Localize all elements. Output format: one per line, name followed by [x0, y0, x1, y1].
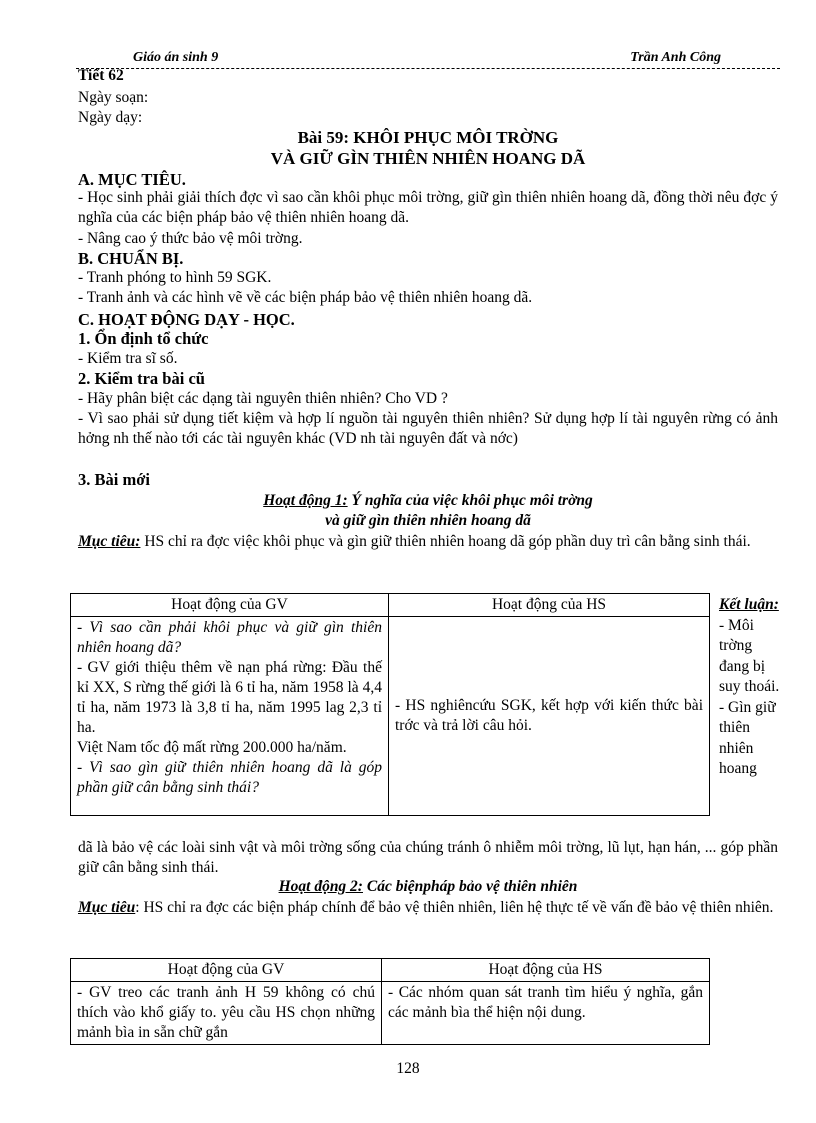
conclusion-continued: dã là bảo vệ các loài sinh vật và môi trờng sống của chúng tránh ô nhiễm môi trờng, lũ lụt, hạn hán, ... góp phần giữ cân bằng sinh thái.	[78, 839, 778, 876]
activity2-table	[70, 958, 710, 1045]
lesson-title-line2: VÀ GIỮ GÌN THIÊN NHIÊN HOANG DÃ	[270, 149, 586, 168]
activity2-gv-cell	[71, 982, 382, 1045]
teach-date: Ngày dạy:	[78, 109, 143, 126]
review-item-2: - Vì sao phải sử dụng tiết kiệm và hợp lí nguồn tài nguyên thiên nhiên? Sử dụng hợp lí tài nguyên rừng có ảnh hởng nh thế nào tới các tài nguyên khác (VD nh tài nguyên đất và nớc)	[78, 410, 778, 447]
prep-date: Ngày soạn:	[78, 89, 149, 106]
org-item-1: - Kiểm tra sĩ số.	[78, 350, 178, 367]
header-subject: Giáo án sinh 9	[130, 50, 221, 66]
review-heading: 2. Kiểm tra bài cũ	[78, 369, 205, 388]
objectives-heading: A. MỤC TIÊU.	[78, 170, 186, 189]
activity2-goal-label: Mục tiêu	[78, 899, 136, 916]
conclusion-side-text: - Môi trờng đang bị suy thoái. - Gìn giữ thiên nhiên hoang	[719, 616, 780, 777]
activity2-col-hs: Hoạt động của HS	[382, 959, 710, 982]
activity2-hs-cell	[382, 982, 710, 1045]
activity1-title: Hoạt động 1: Ý nghĩa của việc khôi phục môi trờng	[263, 492, 593, 509]
prep-item-2: - Tranh ảnh và các hình vẽ về các biện pháp bảo vệ thiên nhiên hoang dã.	[78, 289, 533, 306]
activity1-label: Hoạt động 1:	[263, 492, 348, 509]
activity1-hs-cell	[389, 617, 710, 816]
conclusion-side	[719, 595, 781, 780]
lesson-title-line1: Bài 59: KHÔI PHỤC MÔI TRỜNG	[297, 128, 559, 147]
activity1-table	[70, 593, 710, 816]
activities-heading: C. HOẠT ĐỘNG DẠY - HỌC.	[78, 310, 295, 329]
activity1-gv-question-2: - Vì sao gìn giữ thiên nhiên hoang dã là góp phần giữ cân bằng sinh thái?	[77, 759, 382, 796]
review-item-1: - Hãy phân biệt các dạng tài nguyên thiên nhiên? Cho VD ?	[78, 390, 448, 407]
prep-item-1: - Tranh phóng to hình 59 SGK.	[78, 269, 272, 286]
activity2-hs-text: - Các nhóm quan sát tranh tìm hiểu ý nghĩa, gắn các mảnh bìa thể hiện nội dung.	[388, 984, 703, 1021]
page-number: 128	[396, 1060, 420, 1077]
lesson-number: Bài 59:	[297, 128, 350, 147]
org-heading: 1. Ổn định tổ chức	[78, 329, 209, 348]
activity1-col-gv: Hoạt động của GV	[71, 594, 389, 617]
activity1-goal-label: Mục tiêu:	[78, 533, 141, 550]
new-lesson-heading: 3. Bài mới	[78, 470, 150, 489]
activity1-goal: Mục tiêu: HS chỉ ra đợc việc khôi phục và gìn giữ thiên nhiên hoang dã góp phần duy trì cân bằng sinh thái.	[78, 533, 751, 550]
activity1-gv-paragraph: - GV giới thiệu thêm về nạn phá rừng: Đầu thế kỉ XX, S rừng thế giới là 6 tỉ ha, năm 1958 là 4,4 tỉ ha, năm 1973 là 3,8 tỉ ha, năm 1995 lag 2,3 tỉ ha.	[77, 659, 382, 736]
activity2-title: Hoạt động 2: Các biệnpháp bảo vệ thiên nhiên	[278, 878, 578, 895]
activity1-gv-question-1: - Vì sao cần phải khôi phục và giữ gìn thiên nhiên hoang dã?	[77, 619, 382, 656]
activity2-col-gv: Hoạt động của GV	[71, 959, 382, 982]
objectives-item-1: - Học sinh phải giải thích đợc vì sao cần khôi phục môi trờng, giữ gìn thiên nhiên hoang dã, đồng thời nêu đợc ý nghĩa của các biện pháp bảo vệ thiên nhiên hoang dã.	[78, 189, 778, 226]
period-label: Tiết 62	[78, 67, 124, 84]
activity2-label: Hoạt động 2:	[278, 878, 363, 895]
prep-heading: B. CHUẨN BỊ.	[78, 249, 184, 268]
header-author: Trần Anh Công	[627, 50, 724, 66]
page-header	[76, 50, 780, 69]
objectives-item-2: - Nâng cao ý thức bảo vệ môi trờng.	[78, 230, 303, 247]
activity1-hs-text: - HS nghiêncứu SGK, kết hợp với kiến thức bài trớc và trả lời câu hỏi.	[395, 697, 703, 734]
activity1-gv-paragraph-2: Việt Nam tốc độ mất rừng 200.000 ha/năm.	[77, 739, 347, 756]
activity2-goal: Mục tiêu: HS chỉ ra đợc các biện pháp chính để bảo vệ thiên nhiên, liên hệ thực tế về vấn đề bảo vệ thiên nhiên.	[78, 899, 774, 916]
activity1-title-line2: và giữ gìn thiên nhiên hoang dã	[325, 512, 531, 529]
activity1-gv-cell	[71, 617, 389, 816]
activity2-gv-text: - GV treo các tranh ảnh H 59 không có chú thích vào khổ giấy to. yêu cầu HS chọn những mảnh bìa in sẵn chữ gắn	[77, 984, 375, 1041]
activity1-col-hs: Hoạt động của HS	[389, 594, 710, 617]
conclusion-label: Kết luận:	[719, 596, 779, 613]
